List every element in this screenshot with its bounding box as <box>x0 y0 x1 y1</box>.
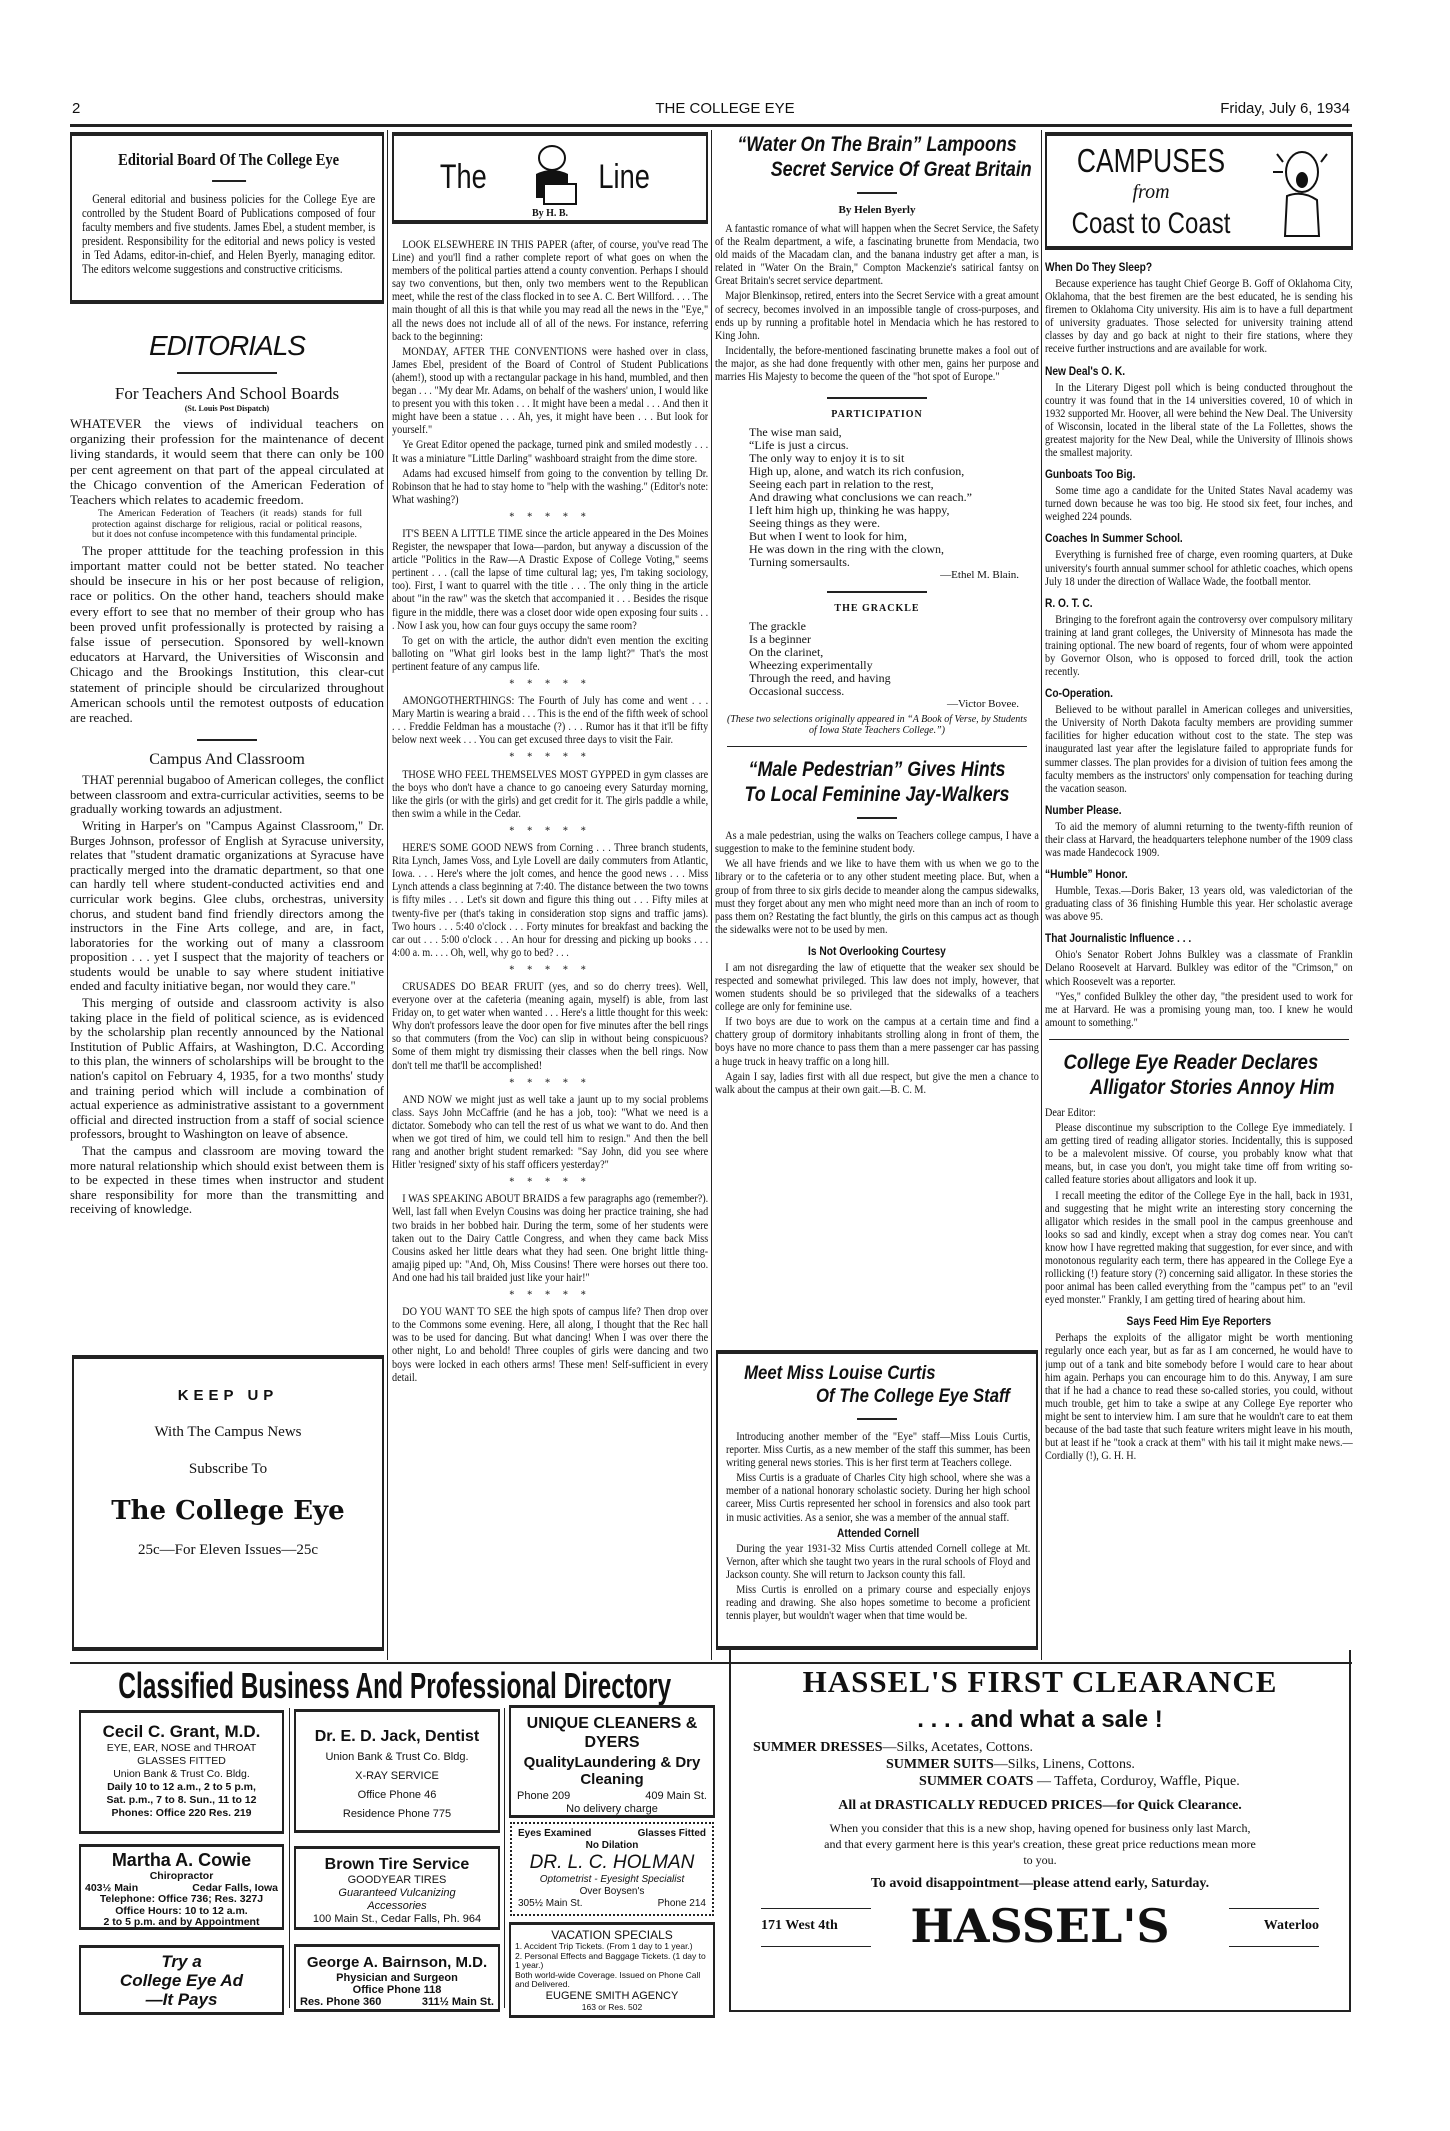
poem-line: The only way to enjoy it is to sit <box>749 451 905 466</box>
the-line-column <box>392 132 708 1644</box>
subscribe-text: Subscribe To <box>188 1461 268 1477</box>
page-number: 2 <box>72 100 81 117</box>
paragraph: Ye Great Editor opened the package, turned pink and smiled modestly . . . It was a miniature "Little Darling" washboard straight from the dime store. <box>392 437 708 465</box>
cowie-ad <box>79 1844 284 1930</box>
poem-line: “Life is just a circus. <box>749 438 849 453</box>
ad-line: —It Pays <box>145 1990 218 2009</box>
hassel-line: SUMMER COATS — Taffeta, Corduroy, Waffle, Pique. <box>919 1774 1240 1789</box>
paragraph: Everything is furnished free of charge, even rooming quarters, at Duke university's fourth annual summer school for athletic coaches, which opens July 18 under the direction of Wallace Wade, the football mentor. <box>1045 547 1353 588</box>
ad-line: QualityLaundering & Dry Cleaning <box>523 1754 701 1788</box>
item-heading: R. O. T. C. <box>1045 595 1093 610</box>
ad-line: Residence Phone 775 <box>342 1808 452 1820</box>
paragraph: LOOK ELSEWHERE IN THIS PAPER (after, of course, you've read The Line) and you'll find a rather complete report of what goes on when the members of the political parties attend a county convention. Perhaps I should say two conventions, but then, only two members went to the Republican meet, while the rest of the class flocked in to see A. C. Bert Willford. . . . The main thought of all this is that while you may read all the news in the "Eye," all the news does not include all of all of the news. For instance, referring back to the beginning: <box>392 237 708 343</box>
ad-line: No Dilation <box>585 1840 639 1851</box>
editorial-source: (St. Louis Post Dispatch) <box>184 404 270 413</box>
paragraph: We all have friends and we like to have them with us when we go to the library or to the cafeteria or to any other student meeting place. But, when a group of from three to six girls decide to meander along the campus sidewalks, must they forget about any men who might need more than an inch of room to pass them on? Restating the fact bluntly, the girls on this campus act as though the sidewalks were not to be used by men. <box>715 856 1039 936</box>
paragraph: As a male pedestrian, using the walks on Teachers college campus, I have a suggestion to make to the feminine student body. <box>715 828 1039 856</box>
item-heading: Coaches In Summer School. <box>1045 531 1183 546</box>
headline <box>722 132 1031 182</box>
campus-news-item <box>1045 531 1353 587</box>
paragraph: I recall meeting the editor of the College Eye in the hall, back in 1931, and suggesting that he might write an interesting story concerning the alligator which resides in the small pool in the campus greenhouse and looks so sad and kindly, except when a stray dog comes near. You can't know how I have regretted making that suggestion, for ever since, and with monotonous regularity each term, there has appeared in the College Eye a rollicking (!) feature story (?) concerning said alligator. In these stories the poor animal has been called everything from the "campus pet" to an "evil eyed monster." Frankly, I am getting tired of hearing about him. <box>1045 1187 1353 1307</box>
hassel-address: 171 West 4th <box>761 1918 838 1933</box>
ad-line: Office Phone 118 <box>352 1984 442 1996</box>
paragraph: I am not disregarding the law of etiquette that the weaker sex should be respected and somewhat privileged. This law does not imply, however, that women students should be so privileged that the sidewalks of a teachers college are only for feminine use. <box>715 959 1039 1014</box>
headline <box>727 1362 1028 1408</box>
subhead: Is Not Overlooking Courtesy <box>808 943 946 958</box>
poem-line: High up, alone, and watch its rich confusion, <box>749 464 965 479</box>
headline-line: “Water On The Brain” Lampoons <box>737 133 1017 156</box>
quote: The American Federation of Teachers (it reads) stands for full protection against discharge for religious, racial or political reasons, but it does not confuse incompetence with this fundamental principle. <box>92 509 362 541</box>
paragraph: MONDAY, AFTER THE CONVENTIONS were hashed over in class, James Ebel, president of the Board of Control of Student Publications (ahem!), stood up with a rectangular package in his hand, mumbled, and then began . . . "My dear Mr. Adams, on behalf of the washers' union, I would like to present you with this token . . . It might have been a medal . . . And then it might have been a statue . . . Ah, yes, it might have been . . . But look for yourself." <box>392 343 708 437</box>
paragraph: Again I say, ladies first with all due respect, but give the men a chance to walk about the campus at their own gait.—B. C. M. <box>715 1068 1039 1096</box>
price-text: 25c—For Eleven Issues—25c <box>138 1542 318 1558</box>
directory-title: Classified Business And Professional Directory <box>118 1666 672 1706</box>
paragraph: Incidentally, the before-mentioned fascinating brunette makes a fool out of the major, as she had done frequently with other men, gains her purpose and marries His Majesty to become the queen of the "hot spot of Europe." <box>715 342 1039 384</box>
paragraph: To aid the memory of alumni returning to the twenty-fifth reunion of their class at Harvard, the headquarters telephone number of the 1909 class was made Handecock 1909. <box>1045 818 1353 859</box>
item-heading: New Deal's O. K. <box>1045 363 1126 378</box>
paragraph: Please discontinue my subscription to the College Eye immediately. I am getting tired of reading alligator stories. Incidentally, this is supposed to be a malevolent missive. Of course, you probably know what that means, but, in case you don't, you might take time off from writing so-called feature stories about alligators and look it up. <box>1045 1120 1353 1187</box>
paragraph: This merging of outside and classroom activity is also taking place in the field of political science, as is evidenced by the scholarship plan recently announced by the National Institution of Public Affairs, at Washington, D.C. According to this plan, the winners of scholarships will be brought to the nation's capitol on February 4, 1935, for a two months' study and training period which will include a combination of actual experience as administrative assistant to a government official and directed instruction from a staff of social science professors, brought to Washington on leave of absence. <box>70 996 384 1142</box>
section-divider: * * * * * <box>509 749 591 764</box>
paragraph: HERE'S SOME GOOD NEWS from Corning . . . Three branch students, Rita Lynch, James Voss, and Lyle Lovell are daily commuters from Atlantic, Iowa. . . . Here's where the jolt comes, and hence the good news . . . Miss Lynch attends a class beginning at 7:40. The distance between the two towns is fifty miles . . . Let's sit down and figure this thing out . . . Fifty miles at twenty-five per (that's taking in consideration stop signs and traffic jams). Two hours . . . 5:40 o'clock . . . Forty minutes for breakfast and backing the car out . . . 5:00 o'clock . . . An hour for dressing and picking up books . . . 4:00 a. m. . . . Oh, well, why go to bed? . . . <box>392 840 708 959</box>
ad-line: Guaranteed Vulcanizing <box>338 1887 456 1899</box>
hassels-ad <box>729 1650 1351 2012</box>
paragraph: Major Blenkinsop, retired, enters into the Secret Service with a great amount of secrecy, becomes involved in an impossible tangle of cross-purposes, and ends up by running a profitable hotel in Mendacia which he has restored to King John. <box>715 288 1039 342</box>
ad-name: UNIQUE CLEANERS & DYERS <box>526 1715 698 1751</box>
paragraph: In the Literary Digest poll which is being conducted throughout the country it was found that in the 14 universities covered, 10 of which in 1932 supported Mr. Hoover, all were behind the New Deal. The University of Wisconsin, located in the liberal state of the La Follettes, shows the greatest majority for the New Deal, while the University of Illinois shows the smallest majority. <box>1045 379 1353 460</box>
ad-line: Telephone: Office 736; Res. 327J <box>99 1893 264 1905</box>
ad-line: College Eye Ad <box>119 1971 244 1990</box>
paragraph: THOSE WHO FEEL THEMSELVES MOST GYPPED in gym classes are the boys who don't have a chance to go canoeing every Saturday morning, like the girls (or with the girls) and get credit for it. The girls paddle a while, then swim a while in the Cedar. <box>392 766 708 820</box>
paragraph: A fantastic romance of what will happen when the Secret Service, the Safety of the Realm department, a wife, a fascinating brunette from Mendacia, two old maids of the Macadam clan, and the banana industry get after a man, is related in "Water On the Brain," Compton Mackenzie's satirical fantsy on Great Britain's secret service department. <box>715 221 1039 288</box>
headline-line: “Male Pedestrian” Gives Hints <box>748 758 1006 782</box>
ad-city: Cedar Falls, Iowa <box>192 1881 278 1894</box>
ad-line: Over Boysen's <box>579 1886 645 1897</box>
ad-line: EUGENE SMITH AGENCY <box>545 1989 679 2002</box>
item-heading: Co-Operation. <box>1045 686 1113 701</box>
headline-line: Secret Service Of Great Britain <box>770 158 1032 181</box>
section-divider: * * * * * <box>509 1287 591 1302</box>
ad-name: George A. Bairnson, M.D. <box>306 1954 488 1971</box>
features-column <box>715 132 1039 1344</box>
column-rule <box>711 130 712 1660</box>
poem-author: —Ethel M. Blain. <box>940 569 1019 582</box>
poem-line: And drawing what conclusions we can reach.” <box>749 490 972 505</box>
hassel-logo: HASSEL'S <box>910 1899 1170 1953</box>
paragraph: Miss Curtis is enrolled on a primary course and especially enjoys reading and drawing. She also hopes sometime to become a proficient tennis player, but wouldn't wager when that time would be. <box>726 1581 1031 1623</box>
headline-line: To Local Feminine Jay-Walkers <box>744 783 1010 807</box>
board-title: Editorial Board Of The College Eye <box>118 150 340 169</box>
ad-line: Union Bank & Trust Co. Bldg. <box>325 1751 469 1763</box>
headline <box>722 757 1031 807</box>
campus-news-item <box>1045 867 1353 923</box>
curtis-box <box>716 1350 1038 1650</box>
poem-line: He was down in the ring with the clown, <box>749 542 944 557</box>
ad-address: 409 Main St. <box>645 1790 707 1802</box>
board-text: General editorial and business policies for the College Eye are controlled by the Student Board of Publications composed of four faculty members and five students. James Ebel, a student member, is president. Responsibility for the editorial and news policy is vested in Ted Adams, editor-in-chief, and Helen Byerly, managing editor. The editors welcome suggestions and constructive criticisms. <box>82 192 376 276</box>
editorial-title: For Teachers And School Boards <box>114 384 340 403</box>
poem-line: On the clarinet, <box>749 645 824 660</box>
section-divider: * * * * * <box>509 822 591 837</box>
the-line-box <box>392 132 708 224</box>
headline-line: Meet Miss Louise Curtis <box>744 1363 936 1384</box>
column-rule <box>387 130 388 1660</box>
paragraph: Perhaps the exploits of the alligator might be worth mentioning regularly once each year, but as far as I am concerned, he would have to jump out of a tank and bite somebody before I would care to hear about him again. Perhaps you can encourage him to do this. Anyway, I am sure that if he had a chance to read these so-called stories, you could, without much trouble, get him to take a swipe at any College Eye reporter who might be sent to interview him. I am sure that he wouldn't care to eat them because of the bad taste that such feature writers might leave in his mouth, but at least if he "took a crack at them" with his tail it might make news.—Cordially (!), G. H. H. <box>1045 1330 1353 1463</box>
ad-line: 2. Personal Effects and Baggage Tickets. (1 day to 1 year.) <box>515 1950 706 1970</box>
ad-line: GOODYEAR TIRES <box>347 1874 447 1886</box>
paragraph: Ohio's Senator Robert Johns Bulkley was a classmate of Franklin Delano Roosevelt at Harvard. Bulkley was editor of the "Crimson," on which Roosevelt was a reporter. <box>1045 947 1353 988</box>
paragraph: Humble, Texas.—Doris Baker, 13 years old, was valedictorian of the graduating class of 36 finishing Humble this year. Her scholastic average was above 95. <box>1045 883 1353 924</box>
headline <box>1046 1050 1352 1100</box>
ad-line: Optometrist - Eyesight Specialist <box>539 1874 685 1885</box>
hassel-city: Waterloo <box>1263 1918 1319 1933</box>
section-divider: * * * * * <box>509 1074 591 1089</box>
poem-line: Is a beginner <box>749 632 811 647</box>
paragraph: If two boys are due to work on the campus at a certain time and find a chattery group of dormitory inhabitants strolling along in front of them, the boys have no more chance to pass them than a mere passenger car has passing a huge truck in heavy traffic on a long hill. <box>715 1014 1039 1068</box>
campus-news-item <box>1045 260 1353 356</box>
section-divider: * * * * * <box>509 508 591 523</box>
poem-line: Seeing things as they were. <box>749 516 880 531</box>
column-rule <box>1041 130 1042 1660</box>
ad-line: Daily 10 to 12 a.m., 2 to 5 p.m, <box>107 1781 256 1793</box>
paragraph: Because experience has taught Chief George B. Goff of Oklahoma City, Oklahoma, that the best firemen are the best educated, he is sending his firemen to Oklahoma City university. His aim is to have a full department of university graduates. Those selected for university training attend classes by day and go back at night to their fire stations, where they receive further instructions and are available for work. <box>1045 276 1353 356</box>
ad-line: Office Phone 46 <box>357 1789 437 1801</box>
hassel-title: HASSEL'S FIRST CLEARANCE <box>802 1664 1278 1699</box>
campuses-title: CAMPUSES <box>1076 142 1226 179</box>
ad-phone: Phone 209 <box>517 1790 571 1802</box>
paragraph: Bringing to the forefront again the controversy over compulsory military training at land grant colleges, the University of Minnesota has made the training optional. The new board of regents, four of whom were appointed by Governor Olson, who is opposed to forced drill, took the action recently. <box>1045 611 1353 679</box>
ad-line: Eyes Examined <box>518 1828 592 1839</box>
paper-name: THE COLLEGE EYE <box>655 100 795 117</box>
ad-line: Office Hours: 10 to 12 a.m. <box>115 1904 248 1917</box>
campuses-box <box>1045 132 1353 250</box>
ad-line: 163 or Res. 502 <box>581 2001 643 2012</box>
ad-line: No delivery charge <box>566 1803 658 1815</box>
paragraph: Introducing another member of the "Eye" staff—Miss Louis Curtis, reporter. Miss Curtis, as a new member of the staff this summer, has been writing general news stories. This is her first term at Teachers college. <box>726 1429 1031 1470</box>
brown-tire-ad <box>294 1846 500 1930</box>
poem-line: The wise man said, <box>749 425 842 440</box>
ad-line: 1. Accident Trip Tickets. (From 1 day to 1 year.) <box>515 1941 693 1951</box>
try-ad <box>79 1945 284 2015</box>
ad-phone: Phone 214 <box>657 1898 706 1909</box>
holman-ad <box>510 1822 714 1916</box>
bairnson-ad <box>294 1944 500 2012</box>
ad-name: Dr. E. D. Jack, Dentist <box>314 1728 480 1745</box>
shouting-man-icon <box>1257 144 1337 244</box>
cartoon-icon <box>522 140 582 210</box>
paragraph: Miss Curtis is a graduate of Charles City high school, where she was a member of a national honorary scholastic society. During her high school career, Miss Curtis represented her school in forensics and also took part in music activities. As a senior, she was a member of the annual staff. <box>726 1470 1031 1524</box>
line-title-line: Line <box>598 158 650 196</box>
paragraph: DO YOU WANT TO SEE the high spots of campus life? Then drop over to the Commons some evening. Here, all along, I thought that the Rec hall was to be used for dancing. But what dancing! When I was over there the other night, Lo and behold! Three couples of girls were dancing and two boys were locked in each others arms! These men! Self-sufficient in every detail. <box>392 1304 708 1384</box>
paragraph: I WAS SPEAKING ABOUT BRAIDS a few paragraphs ago (remember?). Well, last fall when Evelyn Cousins was doing her practice training, she had two braids in her bobbed hair. During the term, some of her students were taken out to the Dairy Cattle Congress, and when they came back Miss Cousins asked her little dears what they had seen. One bright little thing-amajig piped up: "And, Oh, Miss Cousins! There were horses out there too. And one had his tail braided just like your hair!" <box>392 1191 708 1284</box>
ad-address: 305½ Main St. <box>518 1898 583 1909</box>
ad-line: Union Bank & Trust Co. Bldg. <box>113 1768 250 1780</box>
section-divider: * * * * * <box>509 961 591 976</box>
salutation: Dear Editor: <box>1045 1104 1096 1119</box>
keep-up-text: KEEP UP <box>177 1387 279 1404</box>
editorials-heading: EDITORIALS <box>149 330 305 361</box>
poem-title: THE GRACKLE <box>834 603 920 615</box>
poem-line: Through the reed, and having <box>749 671 891 686</box>
item-heading: Gunboats Too Big. <box>1045 467 1136 482</box>
ad-phone: Res. Phone 360 <box>300 1996 382 2008</box>
college-eye-logo: The College Eye <box>111 1496 345 1526</box>
campus-news-item <box>1045 686 1353 795</box>
jack-ad <box>294 1709 500 1833</box>
paragraph: Believed to be without parallel in American colleges and universities, the University of North Dakota faculty members are providing summer facilities for higher education without cost to the state. The step was inaugurated last year after the legislature failed to appropriate funds for summer classes. The plan provides for a division of tuition fees among the faculty members as the instructors' only compensation for teaching during the vacation season. <box>1045 702 1353 795</box>
ad-line: Phones: Office 220 Res. 219 <box>111 1807 252 1819</box>
paragraph: AMONGOTHERTHINGS: The Fourth of July has come and went . . . Mary Martin is wearing a braid . . . This is the end of the fifth week of school . . . Freddie Feldman has a moustache (?) . . . Rumor has it that it'll be fifty below next week . . . You can get excused three days to visit the Fair. <box>392 693 708 747</box>
ad-line: Glasses Fitted <box>637 1828 706 1839</box>
paragraph: "Yes," confided Bulkley the other day, "the president used to work for me at Harvard. He was a promising young man, too. I knew he would amount to something." <box>1045 988 1353 1029</box>
campuses-column <box>1045 132 1353 1647</box>
editorial-column <box>70 132 384 1348</box>
paragraph: WHATEVER the views of individual teachers on organizing their profession for the maintenance of decent living standards, it would seem that there can only be 100 per cent agreement on that part of the appeal circulated at the Chicago convention of the American Federation of Teachers which relates to academic freedom. <box>70 416 384 508</box>
ad-line: Accessories <box>367 1900 427 1912</box>
item-heading: Number Please. <box>1045 802 1122 817</box>
campus-news-item <box>1045 467 1353 523</box>
poem-note: (These two selections originally appeared in “A Book of Verse, by Students of Iowa State Teachers College.”) <box>727 714 1027 737</box>
ad-line: Both world-wide Coverage. Issued on Phone Call and Delivered. <box>515 1969 701 1989</box>
header-rule <box>70 124 1352 127</box>
poem-line: But when I went to look for him, <box>749 529 907 544</box>
poem-title: PARTICIPATION <box>831 409 923 421</box>
paragraph: Some time ago a candidate for the United States Naval academy was turned down because he was too big. He stood six feet, four inches, and weighed 224 pounds. <box>1045 483 1353 524</box>
subhead: Attended Cornell <box>837 1525 920 1540</box>
ad-name: Cecil C. Grant, M.D. <box>102 1722 261 1741</box>
campus-news-item <box>1045 364 1353 460</box>
poem-line: Turning somersaults. <box>749 555 850 570</box>
hassel-line: SUMMER SUITS—Silks, Linens, Cottons. <box>886 1757 1135 1772</box>
ad-name: Brown Tire Service <box>324 1856 470 1873</box>
item-heading: When Do They Sleep? <box>1045 260 1153 274</box>
paragraph: AND NOW we might just as well take a jaunt up to my social problems class. Says John McCaffrie (and he has a job, too): "What we need is a dictator. Somebody who can tell the rest of us what we want to do. And then when we got tired of him, we could tell him to resign." And then the bell rang and another bright student remarked: "Say John, did you see where Hitler 'resigned' sixty of his staff officers yesterday?" <box>392 1091 708 1172</box>
ad-line: GLASSES FITTED <box>137 1755 226 1767</box>
campus-news-item <box>1045 931 1353 1029</box>
paragraph: The proper atttitude for the teaching profession in this important matter could not be better stated. No teacher should be insecure in his or her post because of religion, race or politics. On the other hand, teachers should make every effort to see that no member of their group who has been proved unfit professionally is protected by raising a false issue of persecution. Sponsored by well-known educators at Harvard, the Universities of Wisconsin and Chicago and the Brookings Institution, this clear-cut statement of principle should be circularized throughout American schools until the remotest outposts of education are reached. <box>70 542 384 725</box>
paragraph: That the campus and classroom are moving toward the more natural relationship which should exist between them is to be expected in these times when instructor and student share responsibility for more than the transmitting and receiving of knowledge. <box>70 1144 384 1217</box>
section-divider: * * * * * <box>509 1174 591 1189</box>
poem-line: Occasional success. <box>749 684 845 699</box>
ad-line: Sat. p.m., 7 to 8. Sun., 11 to 12 <box>106 1794 257 1806</box>
poem-line: Wheezing experimentally <box>749 658 873 673</box>
paragraph: CRUSADES DO BEAR FRUIT (yes, and so do cherry trees). Well, everyone over at the cafeteria (meaning again, myself) is able, from last Friday on, to get water when wanted . . . Here's a little thought for this week: Why don't professors leave the door open for five minutes after the bell rings so that commuters (from the Voc) can slip in without being conspicuous? Some of them might try dismissing their classes when the bell rings. Now don't tell me that'll be accomplished! <box>392 978 708 1072</box>
paragraph: Adams had excused himself from going to the convention by telling Dr. Robinson that he had to stay home to "help with the washing." (Editor's note: What washing?) <box>392 465 708 506</box>
ad-name: DR. L. C. HOLMAN <box>529 1852 695 1873</box>
ad-line: Try a <box>161 1952 202 1971</box>
item-heading: That Journalistic Influence . . . <box>1045 931 1192 946</box>
ad-line: X-RAY SERVICE <box>355 1770 439 1782</box>
issue-date: Friday, July 6, 1934 <box>1220 100 1350 117</box>
campus-news-item <box>1045 596 1353 678</box>
ad-line: 100 Main St., Cedar Falls, Ph. 964 <box>312 1913 482 1925</box>
poem-line: I left him high up, thinking he was happy, <box>749 503 950 518</box>
line-title-the: The <box>439 158 487 196</box>
hassel-avoid: To avoid disappointment—please attend early, Saturday. <box>870 1876 1210 1891</box>
hassel-line: SUMMER DRESSES—Silks, Acetates, Cottons. <box>753 1740 1034 1755</box>
editorial-title: Campus And Classroom <box>149 751 305 769</box>
campuses-from: from <box>1132 181 1170 203</box>
headline-line: Alligator Stories Annoy Him <box>1089 1075 1335 1099</box>
subscribe-ad <box>72 1355 384 1651</box>
hassel-paragraph: When you consider that this is a new shop, having opened for business only last March, and that every garment here is this year's creation, these great price reductions mean more to you. <box>824 1821 1256 1867</box>
section-divider: * * * * * <box>509 676 591 690</box>
paragraph: To get on with the article, the author didn't even mention the exciting balloting on "What girl looks best in the lamp light?" That's the most pertinent feature of any campus life. <box>392 632 708 673</box>
poem-author: —Victor Bovee. <box>946 698 1019 711</box>
hassel-prices: All at DRASTICALLY REDUCED PRICES—for Quick Clearance. <box>838 1798 1242 1813</box>
byline: By Helen Byerly <box>838 204 916 216</box>
ad-name: VACATION SPECIALS <box>551 1928 673 1942</box>
headline-line: College Eye Reader Declares <box>1063 1050 1319 1074</box>
paragraph: Writing in Harper's on "Campus Against Classroom," Dr. Burges Johnson, professor of English at Syracuse university, relates that "student dramatic organizations at Syracuse have practically merged into the dramatic department, so that one can hardly tell where student-conducted activities end and curricular work begins. Glee clubs, orchestras, university chorus, and student band find friendly directors among the instructors in the Fine Arts college, and are, in fact, laboratories for the working out of many a classroom proposition . . . yet I suspect that the majority of teachers or students would be unable to say where student initiative ended and faculty initiative began, nor would they care." <box>70 818 384 994</box>
unique-cleaners-ad <box>509 1705 715 1818</box>
paragraph: THAT perennial bugaboo of American colleges, the conflict between classroom and extra-curricular activities, seems to be gradually working towards an adjustment. <box>70 773 384 817</box>
subhead: Says Feed Him Eye Reporters <box>1126 1314 1272 1329</box>
ad-name: Martha A. Cowie <box>111 1850 252 1870</box>
ad-line: Physician and Surgeon <box>336 1972 458 1984</box>
campuses-subtitle: Coast to Coast <box>1071 207 1231 240</box>
ad-address: 311½ Main St. <box>421 1996 494 2008</box>
vacation-ad <box>509 1922 715 2018</box>
item-heading: “Humble” Honor. <box>1045 867 1128 882</box>
byline: By H. B. <box>531 208 569 219</box>
poem-line: Seeing each part in relation to the rest, <box>749 477 934 492</box>
ad-address: 403½ Main <box>85 1881 139 1894</box>
campus-news-item <box>1045 803 1353 859</box>
paragraph: IT'S BEEN A LITTLE TIME since the article appeared in the Des Moines Register, the newspaper that Iowa—pardon, but anyway a discussion of the article "Politics in the Raw—A Drastic Expose of College Voting," seems pertinent . . . (call the lapse of time cultural lag; yes, I'm taking sociology, too). First, I want to quarrel with the title . . . The only thing in the article about "in the raw" was the sketch that accompanied it . . . Besides the risque figure in the middle, there was a closet door wide open exposing four suits . . . Now I ask you, how can four guys occupy the same room? <box>392 525 708 632</box>
editorial-board-box <box>70 132 384 304</box>
headline-line: Of The College Eye Staff <box>816 1386 1010 1407</box>
hassel-tagline: . . . . and what a sale ! <box>917 1706 1163 1733</box>
ad-line: 2 to 5 p.m. and by Appointment <box>103 1916 260 1928</box>
grant-ad <box>79 1710 284 1834</box>
ad-line: Chiropractor <box>149 1870 214 1882</box>
campus-news-text: With The Campus News <box>154 1424 302 1440</box>
paragraph: During the year 1931-32 Miss Curtis attended Cornell college at Mt. Vernon, after which she taught two years in the rural schools of Floyd and Jackson county. She will return to Jackson county this fall. <box>726 1540 1031 1581</box>
poem-line: The grackle <box>749 619 806 634</box>
ad-line: EYE, EAR, NOSE and THROAT <box>106 1742 257 1754</box>
